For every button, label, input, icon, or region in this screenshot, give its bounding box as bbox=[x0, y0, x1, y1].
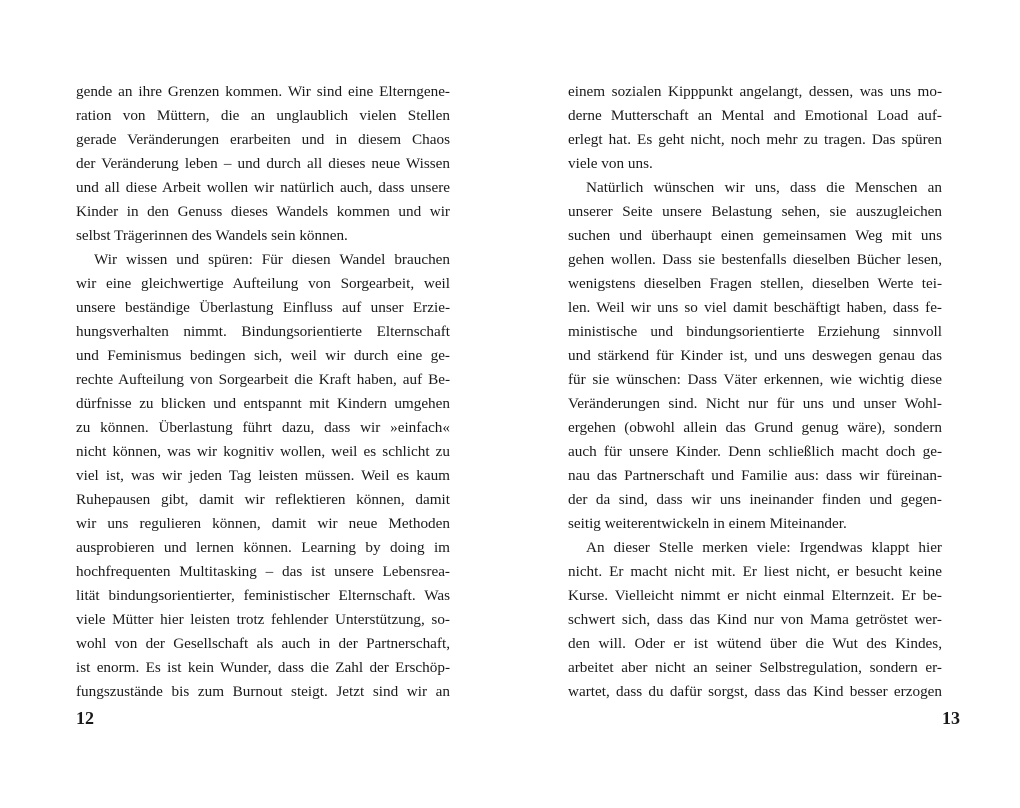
left-page-number: 12 bbox=[76, 708, 94, 728]
text-line: selbst Trägerinnen des Wandels sein können. bbox=[76, 227, 348, 244]
text-line: wartet, dass du dafür sorgst, dass das Kind besser erzogen bbox=[568, 683, 942, 700]
text-line: nau das Partnerschaft und Familie aus: dass wir füreinan- bbox=[568, 467, 942, 484]
text-line: lität bindungsorientierter, feministischer Elternschaft. Was bbox=[76, 587, 450, 604]
text-line: und Feminismus bedingen sich, weil wir durch eine ge- bbox=[76, 347, 450, 364]
text-line: auch für unsere Kinder. Denn schließlich macht doch ge- bbox=[568, 443, 942, 460]
text-line: rechte Aufteilung von Sorgearbeit die Kraft haben, auf Be- bbox=[76, 371, 450, 388]
text-line: len. Weil wir uns so viel damit beschäftigt haben, dass fe- bbox=[568, 299, 942, 316]
text-line: ration von Müttern, die an unglaublich vielen Stellen bbox=[76, 107, 450, 124]
text-line: arbeitet aber nicht an seiner Selbstregulation, sondern er- bbox=[568, 659, 942, 676]
text-line: den will. Oder er ist wütend über die Wut des Kindes, bbox=[568, 635, 942, 652]
text-line: wohl von der Gesellschaft als auch in der Partnerschaft, bbox=[76, 635, 450, 652]
text-line: unserer Seite unsere Belastung sehen, sie auszugleichen bbox=[568, 203, 942, 220]
right-page-text bbox=[568, 80, 942, 704]
text-line: Wir wissen und spüren: Für diesen Wandel brauchen bbox=[94, 251, 450, 268]
text-line: der da sind, dass wir uns ineinander finden und gegen- bbox=[568, 491, 942, 508]
text-line: ministische und bindungsorientierte Erziehung sinnvoll bbox=[568, 323, 942, 340]
text-line: dürfnisse zu blicken und entspannt mit Kindern umgehen bbox=[76, 395, 450, 412]
text-line: viele von uns. bbox=[568, 155, 653, 172]
text-line: unsere beständige Überlastung Einfluss auf unser Erzie- bbox=[76, 299, 450, 316]
text-line: seitig weiterentwickeln in einem Miteinander. bbox=[568, 515, 847, 532]
text-line: Natürlich wünschen wir uns, dass die Menschen an bbox=[586, 179, 942, 196]
text-line: ergehen (obwohl allein das Grund genug wäre), sondern bbox=[568, 419, 942, 436]
text-line: viel ist, was wir jeden Tag leisten müssen. Weil es kaum bbox=[76, 467, 450, 484]
text-line: für sie wünschen: Dass Väter erkennen, wie wichtig diese bbox=[568, 371, 942, 388]
text-line: Kurse. Vielleicht nimmt er nicht einmal Elternzeit. Er be- bbox=[568, 587, 942, 604]
text-line: gende an ihre Grenzen kommen. Wir sind eine Elterngene- bbox=[76, 83, 450, 100]
text-line: An dieser Stelle merken viele: Irgendwas klappt hier bbox=[586, 539, 942, 556]
text-line: schwert sich, dass das Kind nur von Mama getröstet wer- bbox=[568, 611, 942, 628]
text-line: ist enorm. Es ist kein Wunder, dass die Zahl der Erschöp- bbox=[76, 659, 450, 676]
text-line: wir uns regulieren können, damit wir neue Methoden bbox=[76, 515, 450, 532]
text-line: fungszustände bis zum Burnout steigt. Jetzt sind wir an bbox=[76, 683, 450, 700]
left-page-text bbox=[76, 80, 450, 704]
text-line: gehen wollen. Dass sie bestenfalls dieselben Bücher lesen, bbox=[568, 251, 942, 268]
text-line: zu können. Überlastung führt dazu, dass wir »einfach« bbox=[76, 419, 450, 436]
text-line: einem sozialen Kipppunkt angelangt, dessen, was uns mo- bbox=[568, 83, 942, 100]
text-line: der Veränderung leben – und durch all dieses neue Wissen bbox=[76, 155, 450, 172]
text-line: gerade Veränderungen erarbeiten und in diesem Chaos bbox=[76, 131, 450, 148]
text-line: nicht können, was wir kognitiv wollen, weil es schlicht zu bbox=[76, 443, 450, 460]
text-line: suchen und überhaupt einen gemeinsamen Weg mit uns bbox=[568, 227, 942, 244]
text-line: Veränderungen sind. Nicht nur für uns und unser Wohl- bbox=[568, 395, 942, 412]
text-line: ausprobieren und lernen können. Learning by doing im bbox=[76, 539, 450, 556]
text-line: hungsverhalten nimmt. Bindungsorientierte Elternschaft bbox=[76, 323, 450, 340]
text-line: hochfrequenten Multitasking – das ist unsere Lebensrea- bbox=[76, 563, 450, 580]
text-line: und all diese Arbeit wollen wir natürlich auch, dass unsere bbox=[76, 179, 450, 196]
text-line: wenigstens dieselben Fragen stellen, dieselben Werte tei- bbox=[568, 275, 942, 292]
text-line: wir eine gleichwertige Aufteilung von Sorgearbeit, weil bbox=[76, 275, 450, 292]
text-line: erlegt hat. Es geht nicht, noch mehr zu tragen. Das spüren bbox=[568, 131, 942, 148]
text-line: Kinder in den Genuss dieses Wandels kommen und wir bbox=[76, 203, 450, 220]
text-line: viele Mütter hier leisten trotz fehlender Unterstützung, so- bbox=[76, 611, 450, 628]
right-page-number: 13 bbox=[942, 708, 960, 728]
text-line: nicht. Er macht nicht mit. Er liest nicht, er besucht keine bbox=[568, 563, 942, 580]
text-line: und stärkend für Kinder ist, und uns deswegen genau das bbox=[568, 347, 942, 364]
text-line: Ruhepausen gibt, damit wir reflektieren können, damit bbox=[76, 491, 450, 508]
text-line: derne Mutterschaft an Mental and Emotional Load auf- bbox=[568, 107, 942, 124]
right-page bbox=[510, 0, 1020, 808]
